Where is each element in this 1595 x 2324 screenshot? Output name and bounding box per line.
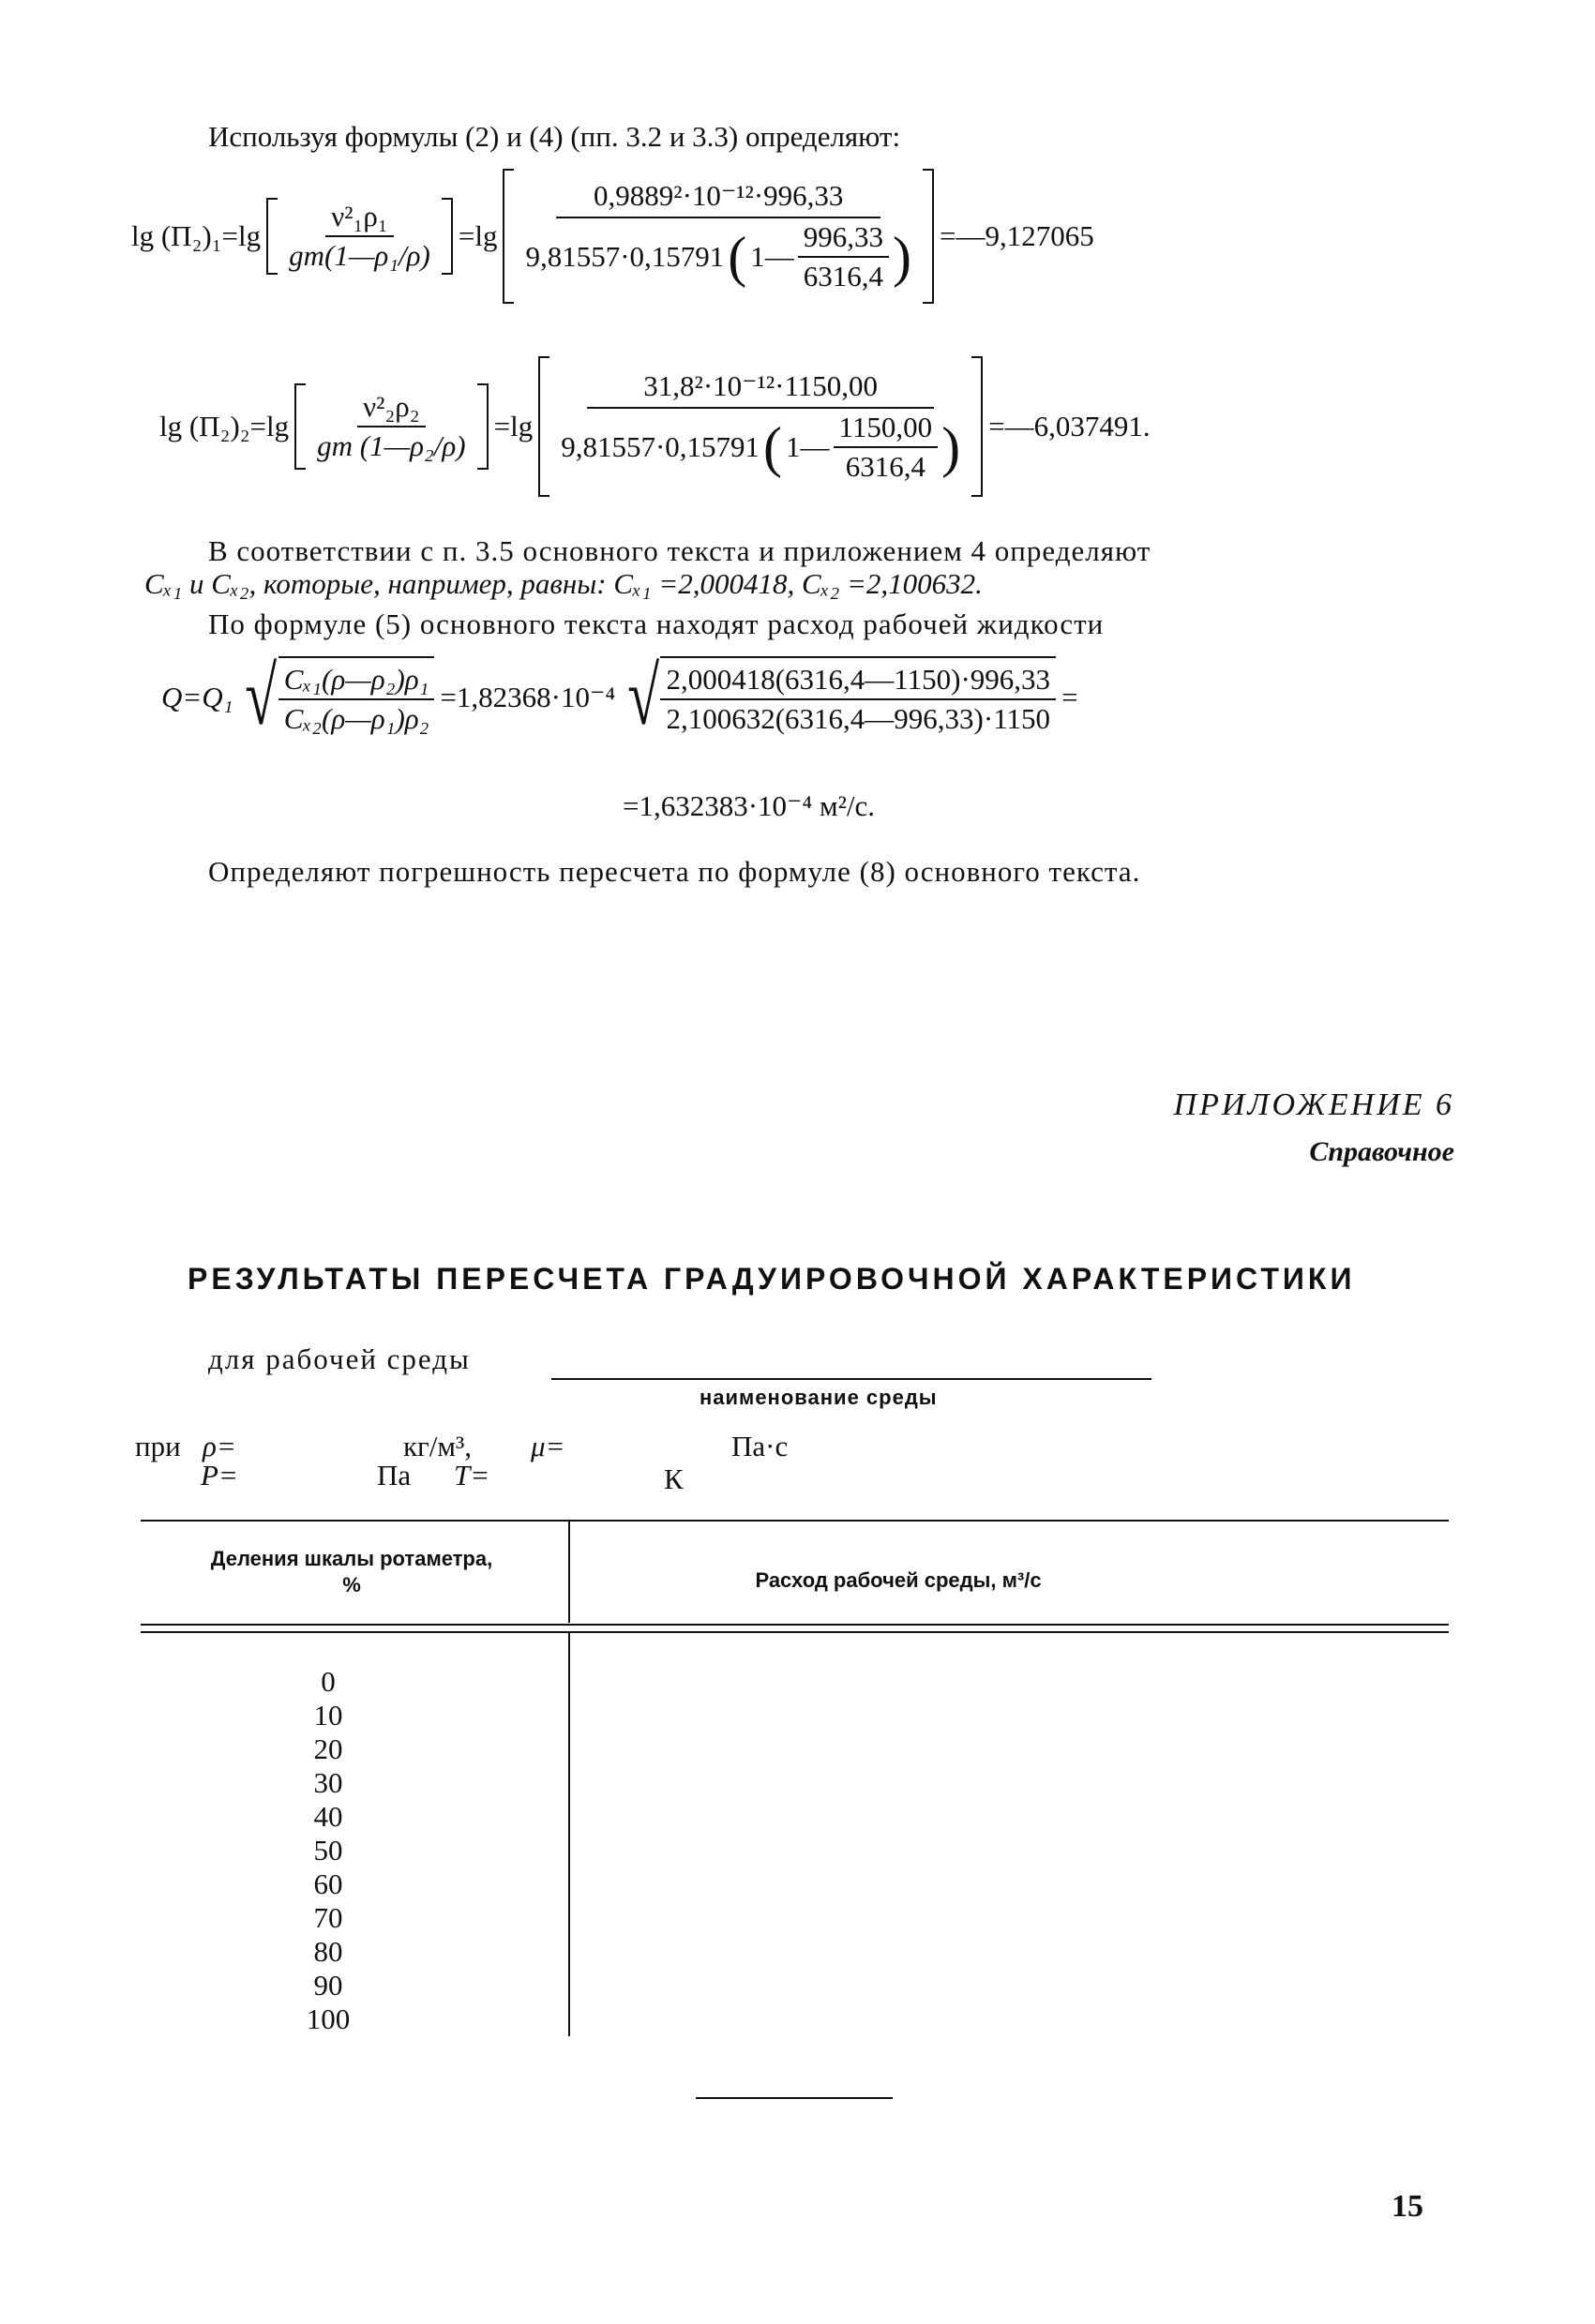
- medium-label: для рабочей среды: [208, 1342, 471, 1375]
- params-p-unit: Па: [377, 1459, 412, 1492]
- end-rule: [696, 2097, 893, 2099]
- appendix-subtitle: Справочное: [1309, 1136, 1454, 1167]
- params-rho-unit: кг/м³,: [403, 1430, 473, 1462]
- table-row: 10: [313, 1699, 343, 1732]
- paragraph-2: По формуле (5) основного текста находят расход рабочей жидкости: [208, 607, 1105, 640]
- params-pri: при: [135, 1430, 181, 1462]
- col2-header: Расход рабочей среды, м³/с: [755, 1568, 1042, 1592]
- table-row: 20: [313, 1732, 343, 1765]
- eq3-symbolic-fraction: $\frac{\text{Cₓ₁(ρ—ρ₂)ρ₁}}{\text{Cₓ₂(ρ—ρ₁)ρ₂}}$: [278, 663, 435, 736]
- table-row: 30: [313, 1766, 343, 1799]
- col1-header: Деления шкалы ротаметра,: [210, 1547, 493, 1570]
- eq1-bracket-right-a: [442, 198, 453, 275]
- eq2-bracket-right-b: [971, 356, 983, 497]
- params-rho: ρ=: [203, 1430, 236, 1462]
- eq1-inner-fraction: $\frac{996,33}{6316,4}$: [798, 220, 889, 293]
- equation-2: [159, 356, 1151, 497]
- page-number: 15: [1392, 2189, 1423, 2224]
- eq1-eq: =lg: [458, 219, 498, 252]
- table-body-divider: [568, 1633, 570, 2036]
- table-header-rule-a: [141, 1624, 1449, 1626]
- eq1-symbolic-fraction: $\frac{\text{ν²₁ρ₁}}{\text{gm(1—ρ₁/ρ)}}$: [289, 200, 430, 272]
- table-row: 100: [306, 2002, 351, 2035]
- eq1-numeric-fraction: 0,9889²·10⁻¹²·996,33 9,81557·0,15791 ( 1— $\frac{996,33}{6316,4}$ ): [525, 179, 912, 292]
- eq2-eq: =lg: [493, 410, 534, 442]
- paragraph-3: Определяют погрешность пересчета по формуле (8) основного текста.: [208, 855, 1141, 888]
- paragraph-1: В соответствии с п. 3.5 основного текста и приложением 4 определяют: [208, 534, 1151, 567]
- eq2-bracket-left-a: [294, 383, 306, 470]
- eq1-bracket-left-b: [503, 169, 514, 304]
- equation-3: [161, 652, 1078, 742]
- eq2-bracket-right-a: [477, 383, 489, 470]
- paragraph-1-continued: Cₓ₁ и Cₓ₂, которые, например, равны: Cₓ₁ =2,000418, Cₓ₂ =2,100632.: [144, 567, 983, 600]
- eq3-numeric-fraction: $\frac{2,000418(6316,4—1150)\cdot 996,33}{2,100632(6316,4—996,33)\cdot 1150}$: [660, 663, 1056, 736]
- medium-caption: наименование среды: [700, 1386, 938, 1409]
- eq2-bracket-left-b: [538, 356, 549, 497]
- params-t-unit: К: [664, 1462, 684, 1495]
- params-mu-unit: Па·с: [731, 1430, 789, 1462]
- medium-underline: [551, 1378, 1151, 1380]
- params-t: T=: [454, 1459, 490, 1492]
- eq2-inner-fraction: $\frac{1150,00}{6316,4}$: [834, 411, 939, 484]
- sqrt-icon: √: [627, 652, 660, 742]
- eq3-sqrt-numeric: [621, 652, 1056, 742]
- table-row: 60: [313, 1867, 343, 1900]
- eq1-bracket-right-b: [923, 169, 934, 304]
- eq2-symbolic-fraction: $\frac{\text{ν²₂ρ₂}}{\text{gm (1—ρ₂/ρ)}}$: [317, 390, 466, 462]
- eq2-numeric-fraction: 31,8²·10⁻¹²·1150,00 9,81557·0,15791 ( 1— $\frac{1150,00}{6316,4}$ ): [561, 369, 961, 483]
- intro-text: Используя формулы (2) и (4) (пп. 3.2 и 3.3) определяют:: [208, 120, 901, 153]
- table-top-rule: [141, 1520, 1449, 1522]
- eq2-result: =—6,037491.: [988, 410, 1151, 442]
- eq3-trailing-eq: =: [1061, 681, 1078, 713]
- sqrt-icon: √: [245, 652, 278, 742]
- col1-header-unit: %: [342, 1573, 361, 1597]
- table-row: 70: [313, 1901, 343, 1934]
- table-header-rule-b: [141, 1631, 1449, 1633]
- eq3-mid: =1,82368·10⁻⁴: [440, 681, 616, 713]
- eq2-lhs: lg (Π₂)₂=lg: [159, 410, 290, 442]
- params-p: P=: [201, 1459, 238, 1492]
- table-row: 40: [313, 1800, 343, 1833]
- table-row: 50: [313, 1834, 343, 1867]
- table-row: 90: [313, 1969, 343, 2002]
- table-row: 80: [313, 1935, 343, 1968]
- eq3-sqrt-symbolic: [238, 652, 434, 742]
- params-mu: μ=: [531, 1430, 565, 1462]
- eq1-result: =—9,127065: [940, 219, 1094, 252]
- equation-1: [131, 169, 1094, 304]
- eq3-result: =1,632383·10⁻⁴ м²/с.: [623, 789, 876, 822]
- eq1-lhs: lg (Π₂)₁=lg: [131, 219, 262, 252]
- eq3-lhs: Q=Q₁: [161, 681, 233, 713]
- eq1-bracket-left-a: [266, 198, 278, 275]
- section-heading: РЕЗУЛЬТАТЫ ПЕРЕСЧЕТА ГРАДУИРОВОЧНОЙ ХАРАКТЕРИСТИКИ: [188, 1262, 1356, 1296]
- appendix-title: ПРИЛОЖЕНИЕ 6: [1173, 1087, 1454, 1122]
- table-row: 0: [321, 1665, 336, 1698]
